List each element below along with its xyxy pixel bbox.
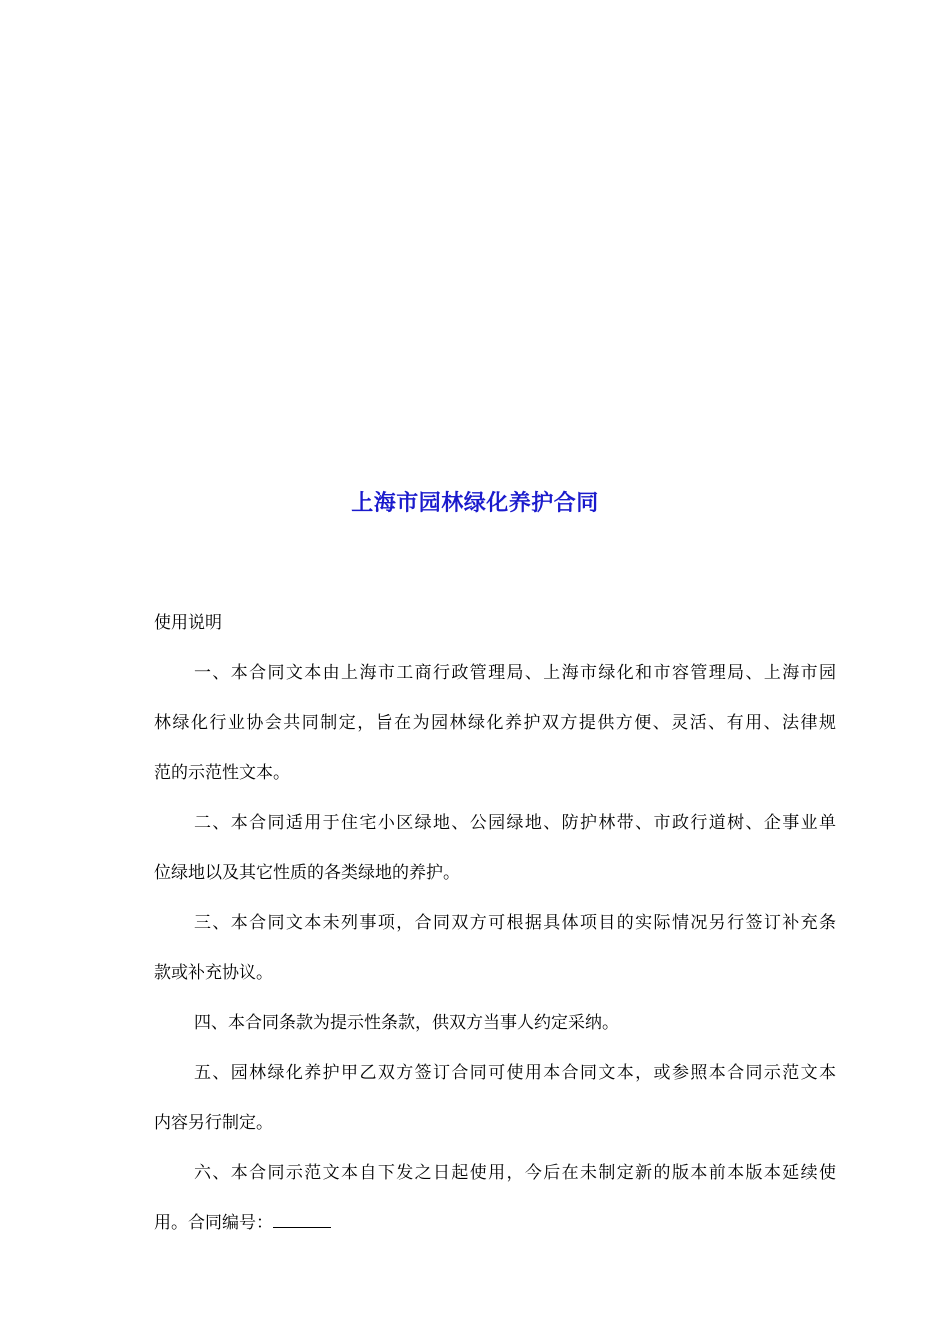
document-title: 上海市园林绿化养护合同 [351, 490, 599, 516]
contract-number-line [114, 1198, 836, 1248]
paragraph-6 [114, 1148, 836, 1248]
paragraph-line: 三、本合同文本未列事项，合同双方可根据具体项目的实际情况另行签订补充条 [194, 913, 836, 933]
paragraph-line: 六、本合同示范文本自下发之日起使用，今后在未制定新的版本前本版本延续使 [194, 1163, 836, 1183]
paragraph-line: 四、本合同条款为提示性条款，供双方当事人约定采纳。 [194, 1013, 619, 1033]
paragraph-line: 一、本合同文本由上海市工商行政管理局、上海市绿化和市容管理局、上海市园 [194, 663, 836, 683]
usage-heading: 使用说明 [154, 613, 222, 633]
paragraph-line: 范的示范性文本。 [154, 763, 290, 783]
paragraph-line: 二、本合同适用于住宅小区绿地、公园绿地、防护林带、市政行道树、企事业单 [194, 813, 836, 833]
paragraph-line: 内容另行制定。 [154, 1113, 273, 1133]
paragraph-5 [114, 1048, 836, 1148]
paragraph-2 [114, 798, 836, 898]
paragraph-line: 款或补充协议。 [154, 963, 273, 983]
paragraph-4 [114, 998, 836, 1048]
paragraph-line: 五、园林绿化养护甲乙双方签订合同可使用本合同文本，或参照本合同示范文本 [194, 1063, 836, 1083]
contract-number-blank[interactable] [273, 1213, 331, 1228]
paragraph-1 [114, 648, 836, 798]
document-body [114, 598, 836, 1248]
paragraph-3 [114, 898, 836, 998]
paragraph-line: 林绿化行业协会共同制定，旨在为园林绿化养护双方提供方便、灵活、有用、法律规 [154, 713, 836, 733]
contract-number-label: 用。合同编号： [154, 1213, 273, 1233]
paragraph-line: 位绿地以及其它性质的各类绿地的养护。 [154, 863, 460, 883]
